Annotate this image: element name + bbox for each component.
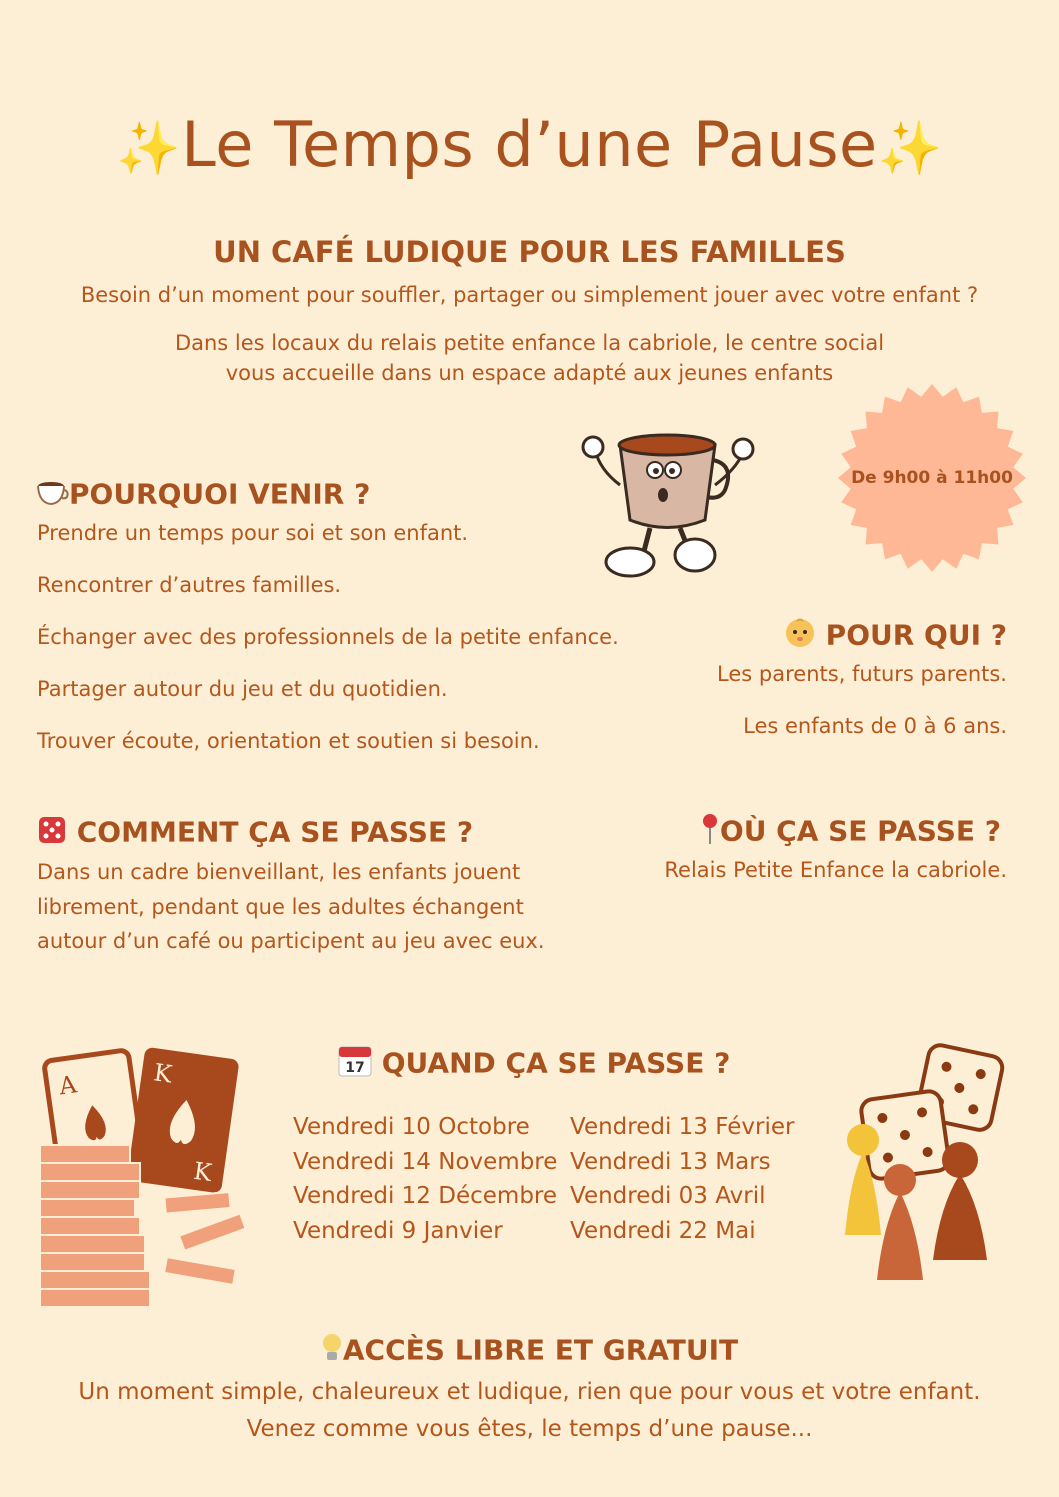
pourquoi-heading — [35, 477, 370, 514]
ace-label: A — [57, 1070, 79, 1101]
acces-line-1: Un moment simple, chaleureux et ludique, rien que pour vous et votre enfant. — [78, 1379, 981, 1405]
pourqui-item: Les parents, futurs parents. — [717, 662, 1007, 686]
dates-col-2 — [570, 1110, 794, 1249]
king-label-bottom: K — [191, 1156, 214, 1188]
page-title — [0, 108, 1059, 181]
calendar-icon — [338, 1045, 372, 1084]
dice-icon — [37, 815, 67, 852]
pourqui-heading — [784, 617, 1007, 656]
pourqui-item: Les enfants de 0 à 6 ans. — [743, 714, 1007, 738]
pourquoi-item: Partager autour du jeu et du quotidien. — [37, 677, 448, 701]
king-label: K — [152, 1058, 174, 1089]
intro-line-1: Dans les locaux du relais petite enfance la cabriole, le centre social — [174, 331, 885, 355]
lightbulb-icon — [321, 1332, 343, 1371]
pourquoi-item: Prendre un temps pour soi et son enfant. — [37, 521, 469, 545]
date-item: Vendredi 10 Octobre — [293, 1114, 530, 1140]
pourqui-title: POUR QUI ? — [825, 618, 1007, 652]
date-item: Vendredi 13 Février — [570, 1114, 795, 1140]
coffee-icon — [35, 477, 69, 514]
acces-line-2: Venez comme vous êtes, le temps d’une pause... — [246, 1416, 813, 1442]
comment-line: Dans un cadre bienveillant, les enfants jouent — [37, 860, 521, 884]
dice-and-pawns-illustration — [825, 1040, 1015, 1285]
svg-text:17: 17 — [345, 1060, 365, 1076]
intro-question: Besoin d’un moment pour souffler, partager ou simplement jouer avec votre enfant ? — [80, 283, 979, 307]
date-item: Vendredi 12 Décembre — [293, 1183, 558, 1210]
cards-and-blocks-illustration — [35, 1045, 250, 1320]
pourquoi-item: Échanger avec des professionnels de la petite enfance. — [37, 625, 619, 649]
acces-title: ACCÈS LIBRE ET GRATUIT — [342, 1333, 739, 1367]
date-item: Vendredi 03 Avril — [570, 1183, 766, 1210]
pourquoi-item: Rencontrer d’autres familles. — [37, 573, 342, 597]
sparkles-icon: ✨ — [877, 119, 943, 179]
ou-text: Relais Petite Enfance la cabriole. — [664, 858, 1007, 882]
pin-icon — [700, 813, 720, 852]
pourquoi-title: POURQUOI VENIR ? — [69, 477, 371, 511]
time-badge: De 9h00 à 11h00 — [851, 468, 1013, 488]
baby-icon — [784, 617, 816, 656]
comment-line: autour d’un café ou participent au jeu avec eux. — [37, 929, 545, 953]
quand-title: QUAND ÇA SE PASSE ? — [381, 1046, 731, 1080]
ou-heading — [700, 813, 1001, 852]
sparkles-icon: ✨ — [116, 119, 182, 179]
date-item: Vendredi 13 Mars — [570, 1148, 771, 1175]
ou-title: OÙ ÇA SE PASSE ? — [719, 814, 1001, 848]
date-item: Vendredi 14 Novembre — [293, 1148, 558, 1175]
pourquoi-item: Trouver écoute, orientation et soutien si besoin. — [37, 729, 540, 753]
intro-line-2: vous accueille dans un espace adapté aux jeunes enfants — [225, 361, 834, 385]
comment-heading — [37, 815, 473, 852]
quand-heading — [338, 1045, 730, 1084]
coffee-cup-mascot-illustration — [575, 425, 760, 585]
comment-title: COMMENT ÇA SE PASSE ? — [76, 815, 474, 849]
dates-col-1 — [293, 1110, 557, 1249]
date-item: Vendredi 22 Mai — [570, 1218, 756, 1245]
comment-line: librement, pendant que les adultes échangent — [37, 895, 524, 919]
date-item: Vendredi 9 Janvier — [293, 1218, 503, 1245]
subtitle: UN CAFÉ LUDIQUE POUR LES FAMILLES — [213, 235, 846, 269]
title-text: Le Temps d’une Pause — [181, 108, 878, 181]
acces-heading — [0, 1332, 1059, 1371]
